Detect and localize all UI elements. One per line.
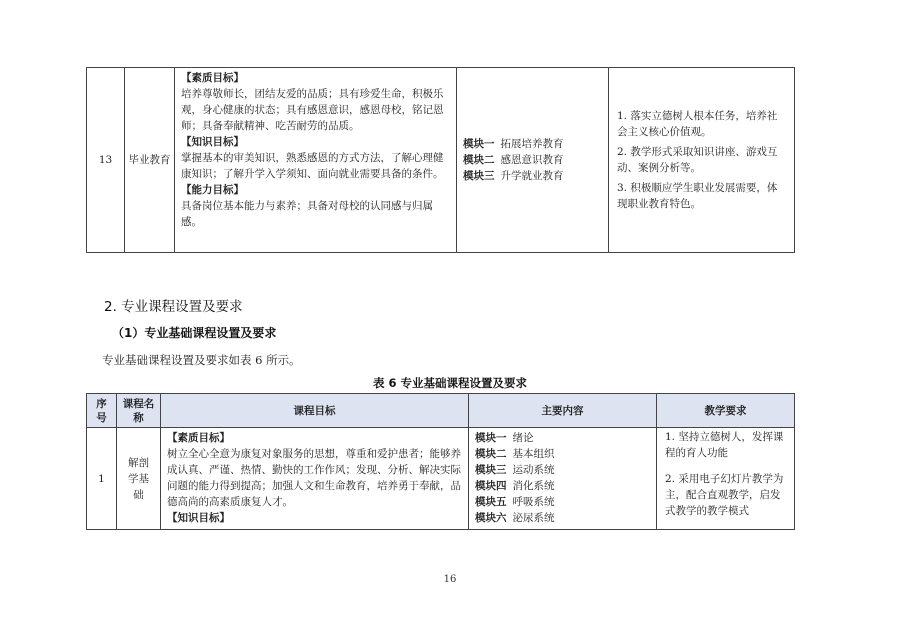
module-item: 模块一 拓展培养教育 — [463, 138, 564, 150]
requirement-item: 2. 教学形式采取知识讲座、游戏互动、案例分析等。 — [617, 146, 778, 174]
main-content — [457, 68, 609, 253]
course-goals — [175, 68, 457, 253]
goal-heading: 【知识目标】 — [181, 136, 244, 148]
subsection-heading: （1）专业基础课程设置及要求 — [112, 326, 277, 340]
module-item: 模块一 绪论 — [475, 432, 534, 444]
table-row — [87, 68, 795, 253]
header-goals: 课程目标 — [161, 394, 469, 428]
goal-text: 具备岗位基本能力与素养；具备对母校的认同感与归属感。 — [181, 200, 433, 228]
header-course-name: 课程名称 — [117, 394, 161, 428]
section-heading: 2. 专业课程设置及要求 — [104, 299, 243, 315]
module-item: 模块二 基本组织 — [475, 448, 555, 460]
course-table-6 — [86, 393, 795, 530]
row-number: 13 — [87, 68, 125, 253]
goal-text: 树立全心全意为康复对象服务的思想，尊重和爱护患者；能够养成认真、严谨、热情、勤快的工作作风；发现、分析、解决实际问题的能力得到提高；加强人文和生命教育，培养勇于奉献，品德高尚的高素质康复人才。 — [167, 448, 461, 508]
module-item: 模块六 泌尿系统 — [475, 512, 555, 524]
table-row — [87, 428, 795, 530]
course-name: 解剖学基础 — [117, 428, 161, 530]
module-item: 模块三 升学就业教育 — [463, 170, 564, 182]
goal-text: 掌握基本的审美知识，熟悉感恩的方式方法，了解心理健康知识；了解升学入学须知、面向就业需要具备的条件。 — [181, 152, 444, 180]
requirement-item: 1. 坚持立德树人，发挥课程的育人功能 — [665, 430, 784, 459]
table-header-row — [87, 394, 795, 428]
course-goals — [161, 428, 469, 530]
module-item: 模块五 呼吸系统 — [475, 496, 555, 508]
course-name: 毕业教育 — [125, 68, 175, 253]
requirement-item: 2. 采用电子幻灯片教学为主，配合直观教学，启发式教学的教学模式 — [665, 472, 784, 517]
table-caption: 表 6 专业基础课程设置及要求 — [372, 376, 527, 390]
goal-text: 培养尊敬师长，团结友爱的品质；具有珍爱生命，积极乐观，身心健康的状态；具有感恩意识，感恩母校，铭记恩师；具备奉献精神、吃苦耐劳的品质。 — [181, 88, 444, 132]
requirement-item: 3. 积极顺应学生职业发展需要，体现职业教育特色。 — [617, 182, 778, 210]
teaching-requirements — [657, 428, 795, 530]
page-number: 16 — [443, 574, 457, 585]
module-item: 模块三 运动系统 — [475, 464, 555, 476]
module-item: 模块二 感恩意识教育 — [463, 154, 564, 166]
module-item: 模块四 消化系统 — [475, 480, 555, 492]
goal-heading: 【能力目标】 — [181, 184, 244, 196]
goal-heading: 【知识目标】 — [167, 512, 230, 524]
goal-heading: 【素质目标】 — [167, 432, 230, 444]
course-table-continued — [86, 67, 795, 253]
main-content — [469, 428, 657, 530]
header-content: 主要内容 — [469, 394, 657, 428]
requirement-item: 1. 落实立德树人根本任务，培养社会主义核心价值观。 — [617, 110, 778, 138]
goal-heading: 【素质目标】 — [181, 72, 244, 84]
header-requirements: 教学要求 — [657, 394, 795, 428]
row-number: 1 — [87, 428, 117, 530]
body-paragraph: 专业基础课程设置及要求如表 6 所示。 — [102, 353, 301, 367]
header-number: 序号 — [87, 394, 117, 428]
teaching-requirements — [609, 68, 795, 253]
